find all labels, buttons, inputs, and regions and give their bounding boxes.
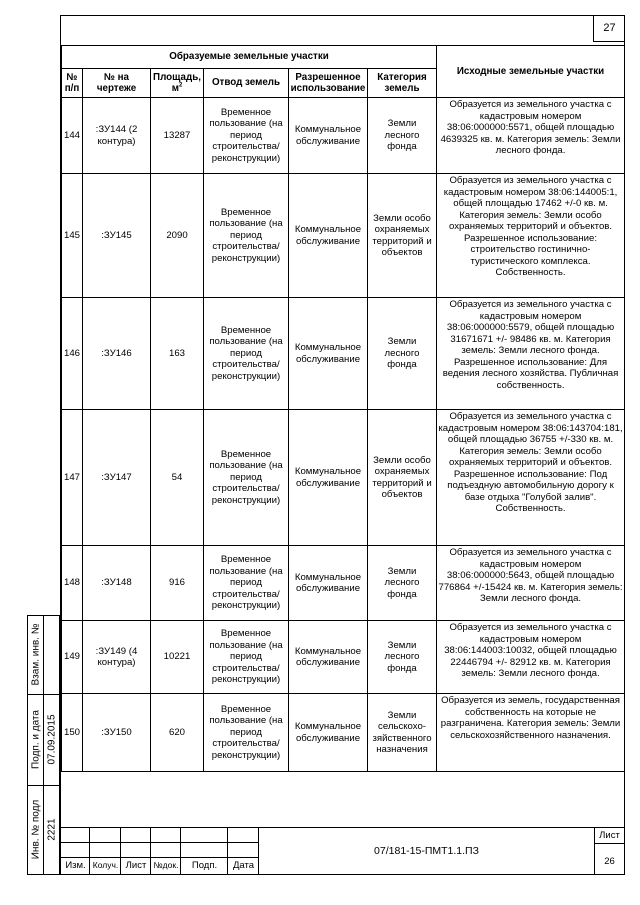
row-drawing: :ЗУ148	[83, 546, 151, 621]
row-number: 150	[62, 694, 83, 772]
row-drawing: :ЗУ150	[83, 694, 151, 772]
sheet-number-box	[594, 827, 624, 874]
podp-label-cell	[27, 694, 44, 786]
col-cat-header: Категория земель	[368, 69, 437, 98]
row-category: Земли сельскохо-зяйственного назначения	[368, 694, 437, 772]
row-source: Образуется из земельного участка с кадастровым номером 38:06:000000:5579, общей площадью 31671671 +/- 98486 кв. м. Категория земель: Земли лесного фонда. Разрешенное использование: Для ведения лесного хозяйства. Публичная собственность.	[437, 298, 625, 410]
row-use: Коммунальное обслуживание	[289, 546, 368, 621]
row-category: Земли лесного фонда	[368, 298, 437, 410]
col-drawing-header: № на чертеже	[83, 69, 151, 98]
row-area: 54	[151, 410, 204, 546]
row-source: Образуется из земель, государственная собственность на которые не разграничена. Категория земель: Земли сельскохозяйственного назначения.	[437, 694, 625, 772]
row-area: 2090	[151, 174, 204, 298]
row-drawing: :ЗУ149 (4 контура)	[83, 621, 151, 694]
zam-label-cell	[27, 615, 44, 695]
inv-number: 2221	[46, 818, 58, 841]
row-category: Земли лесного фонда	[368, 621, 437, 694]
podp-label: Подп. и дата	[30, 710, 42, 769]
row-source: Образуется из земельного участка с кадастровым номером 38:06:144003:10032, общей площадью 22446794 +/- 82912 кв. м. Категория земель: Земли лесного фонда.	[437, 621, 625, 694]
zam-value-cell	[43, 615, 60, 695]
row-number: 146	[62, 298, 83, 410]
stamp-ndok: №док.	[153, 860, 179, 870]
row-source: Образуется из земельного участка с кадастровым номером 38:06:143704:181, общей площадью 36755 +/-330 кв. м. Категория земель: Земли особо охраняемых территорий и объектов. Разрешенное использование: Под подъездную автомобильную дорогу к базе отдыха "Голубой залив". Собственность.	[437, 410, 625, 546]
stamp-podp: Подп.	[191, 860, 218, 871]
row-allot: Временное пользование (на период строительства/ реконструкции)	[204, 174, 289, 298]
row-allot: Временное пользование (на период строительства/ реконструкции)	[204, 410, 289, 546]
sheet-label: Лист	[599, 830, 620, 841]
row-category: Земли лесного фонда	[368, 98, 437, 174]
row-use: Коммунальное обслуживание	[289, 298, 368, 410]
col-area-header: Площадь, $м^2$	[151, 69, 204, 98]
table-row	[62, 174, 625, 298]
row-drawing: :ЗУ147	[83, 410, 151, 546]
row-area: 163	[151, 298, 204, 410]
zam-label: Взам. инв. №	[30, 623, 42, 686]
formed-plots-header: Образуемые земельные участки	[62, 46, 437, 69]
sheet-number: 26	[604, 856, 615, 867]
row-number: 147	[62, 410, 83, 546]
table-row	[62, 410, 625, 546]
inv-value-cell	[43, 785, 60, 875]
margin-stamp	[27, 615, 60, 875]
row-allot: Временное пользование (на период строительства/ реконструкции)	[204, 98, 289, 174]
table-row	[62, 621, 625, 694]
row-source: Образуется из земельного участка с кадастровым номером 38:06:000000:5643, общей площадью 776864 +/-15424 кв. м. Категория земель: Земли лесного фонда.	[437, 546, 625, 621]
page-number: 27	[593, 15, 625, 42]
row-drawing: :ЗУ144 (2 контура)	[83, 98, 151, 174]
row-drawing: :ЗУ146	[83, 298, 151, 410]
title-block	[61, 827, 624, 874]
document-code: 07/181-15-ПМТ1.1.ПЗ	[374, 845, 479, 857]
row-use: Коммунальное обслуживание	[289, 694, 368, 772]
table-row	[62, 298, 625, 410]
col-allot-header: Отвод земель	[204, 69, 289, 98]
row-area: 13287	[151, 98, 204, 174]
stamp-list: Лист	[125, 860, 147, 871]
row-source: Образуется из земельного участка с кадастровым номером 38:06:000000:5571, общей площадью 4639325 кв. м. Категория земель: Земли лесного фонда.	[437, 98, 625, 174]
row-allot: Временное пользование (на период строительства/ реконструкции)	[204, 546, 289, 621]
table-row	[62, 98, 625, 174]
stamp-koluch: Колуч.	[92, 860, 119, 870]
source-plots-header: Исходные земельные участки	[437, 46, 625, 98]
row-allot: Временное пользование (на период строительства/ реконструкции)	[204, 621, 289, 694]
row-use: Коммунальное обслуживание	[289, 621, 368, 694]
row-use: Коммунальное обслуживание	[289, 98, 368, 174]
table-row	[62, 546, 625, 621]
row-area: 916	[151, 546, 204, 621]
row-number: 148	[62, 546, 83, 621]
row-number: 144	[62, 98, 83, 174]
table-row	[62, 694, 625, 772]
row-number: 145	[62, 174, 83, 298]
row-area: 10221	[151, 621, 204, 694]
inv-label: Инв. № подл	[30, 799, 42, 860]
row-category: Земли особо охраняемых территорий и объектов	[368, 174, 437, 298]
row-use: Коммунальное обслуживание	[289, 410, 368, 546]
inv-label-cell	[27, 785, 44, 875]
row-use: Коммунальное обслуживание	[289, 174, 368, 298]
row-allot: Временное пользование (на период строительства/ реконструкции)	[204, 298, 289, 410]
row-number: 149	[62, 621, 83, 694]
stamp-izm: Изм.	[65, 860, 86, 871]
col-num-header: № п/п	[62, 69, 83, 98]
row-area: 620	[151, 694, 204, 772]
sign-date: 07.09.2015	[46, 714, 58, 765]
row-source: Образуется из земельного участка с кадастровым номером 38:06:144005:1, общей площадью 17462 +/-0 кв. м. Категория земель: Земли особо охраняемых территорий и объектов. Разрешенное использование: строительство гостинично-туристического комплекса. Собственность.	[437, 174, 625, 298]
stamp-data: Дата	[232, 860, 255, 871]
land-plots-table	[61, 45, 625, 772]
col-use-header: Разрешенное использование	[289, 69, 368, 98]
row-category: Земли особо охраняемых территорий и объектов	[368, 410, 437, 546]
podp-value-cell	[43, 694, 60, 786]
row-allot: Временное пользование (на период строительства/ реконструкции)	[204, 694, 289, 772]
row-drawing: :ЗУ145	[83, 174, 151, 298]
row-category: Земли лесного фонда	[368, 546, 437, 621]
